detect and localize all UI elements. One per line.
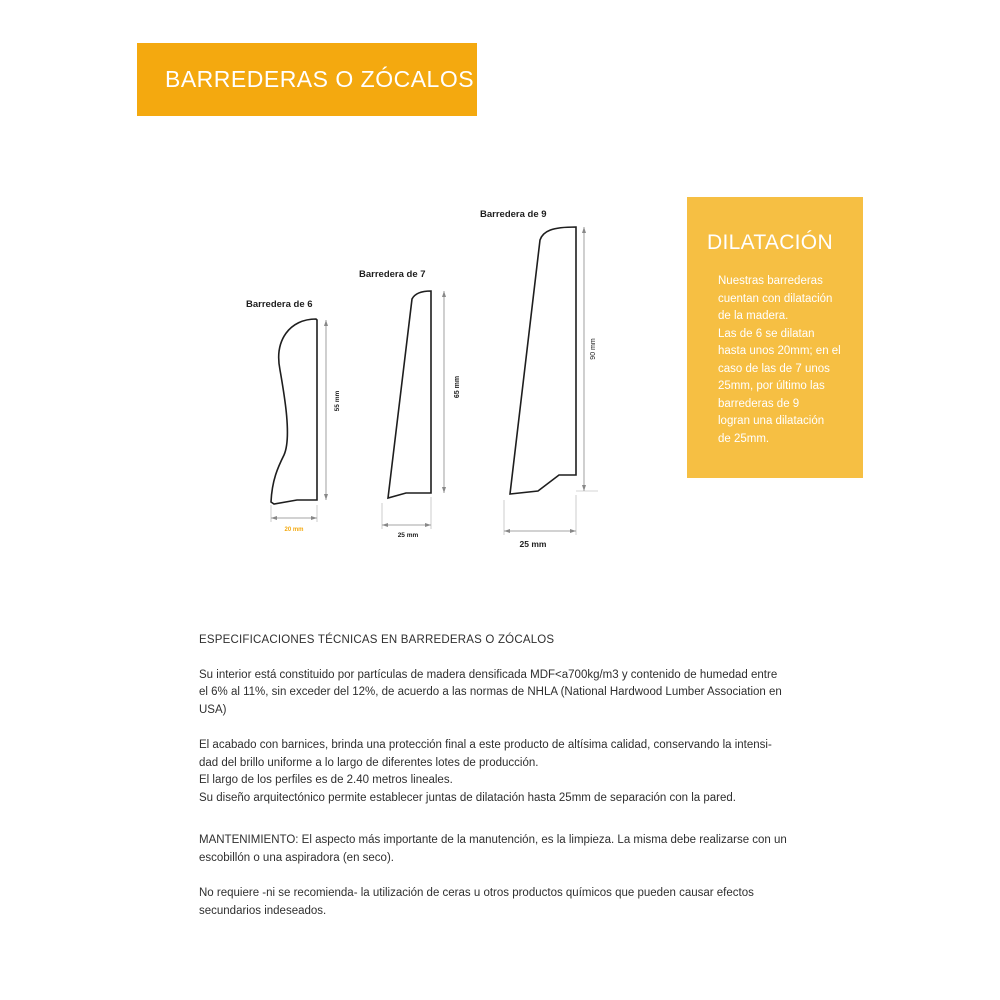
callout-line: Nuestras barrederas (718, 275, 823, 287)
profile-label-7: Barredera de 7 (359, 269, 426, 280)
dim-width-9: 25 mm (519, 539, 547, 549)
callout-line: hasta unos 20mm; en el (718, 345, 841, 357)
dim-arrow-right (425, 523, 431, 527)
dim-arrow-up (324, 320, 328, 326)
specs-line: No requiere -ni se recomienda- la utilización de ceras u otros productos químicos que pueden causar efectos (199, 887, 754, 899)
profile-7-outline (388, 291, 431, 498)
dim-height-7: 65 mm (454, 375, 461, 399)
maintenance-line: MANTENIMIENTO: El aspecto más importante de la manutención, es la limpieza. La misma debe realizarse con un (199, 834, 787, 846)
dim-arrow-down (582, 485, 586, 491)
specs-line: secundarios indeseados. (199, 904, 327, 917)
profile-barredera-9 (480, 209, 598, 549)
dim-width-7: 25 mm (397, 532, 419, 539)
specs-line: El largo de los perfiles es de 2.40 metros lineales. (199, 774, 453, 786)
callout-line: de 25mm. (718, 432, 770, 445)
dim-arrow-left (382, 523, 388, 527)
callout-title: DILATACIÓN (707, 231, 833, 254)
dim-arrow-left (271, 516, 277, 520)
dim-arrow-right (311, 516, 317, 520)
technical-specs (199, 632, 819, 920)
specs-line: el 6% al 11%, sin exceder del 12%, de acuerdo a las normas de NHLA (National Hardwood Lumber Association en (199, 686, 782, 698)
profile-label-9: Barredera de 9 (480, 209, 547, 220)
callout-line: de la madera. (718, 310, 789, 322)
dim-height-9: 90 mm (590, 338, 597, 360)
specs-line: Su interior está constituido por partículas de madera densificada MDF<a700kg/m3 y contenido de humedad entre (199, 668, 778, 681)
profile-barredera-6 (246, 299, 341, 533)
profile-6-outline (271, 319, 317, 504)
dim-width-6: 20 mm (284, 527, 304, 533)
specs-line: Su diseño arquitectónico permite establecer juntas de dilatación hasta 25mm de separación con la pared. (199, 791, 736, 804)
page-title: BARREDERAS O ZÓCALOS (165, 66, 475, 92)
dim-arrow-left (504, 529, 510, 533)
maintenance-line: escobillón o una aspiradora (en seco). (199, 851, 394, 864)
baseboard-profiles-diagram (230, 195, 640, 565)
callout-line: caso de las de 7 unos (718, 362, 830, 375)
callout-line: 25mm, por último las (718, 380, 825, 392)
callout-text (718, 273, 858, 448)
specs-line: El acabado con barnices, brinda una protección final a este producto de altísima calidad, conservando la intensi- (199, 739, 772, 751)
dim-arrow-right (570, 529, 576, 533)
profile-label-6: Barredera de 6 (246, 299, 313, 310)
dim-height-6: 55 mm (334, 390, 341, 412)
callout-line: logran una dilatación (718, 415, 825, 427)
callout-line: barrederas de 9 (718, 397, 800, 410)
specs-heading: ESPECIFICACIONES TÉCNICAS EN BARREDERAS O ZÓCALOS (199, 634, 555, 646)
dim-arrow-up (582, 227, 586, 233)
callout-line: cuentan con dilatación (718, 292, 833, 305)
specs-line: dad del brillo uniforme a lo largo de diferentes lotes de producción. (199, 756, 539, 769)
dim-arrow-down (442, 487, 446, 493)
callout-line: Las de 6 se dilatan (718, 327, 815, 340)
specs-line: USA) (199, 703, 227, 716)
dim-arrow-down (324, 494, 328, 500)
dilatacion-callout (687, 197, 863, 478)
header-band (137, 43, 477, 116)
dim-arrow-up (442, 291, 446, 297)
profile-barredera-7 (359, 269, 461, 539)
profile-9-outline (510, 227, 576, 494)
